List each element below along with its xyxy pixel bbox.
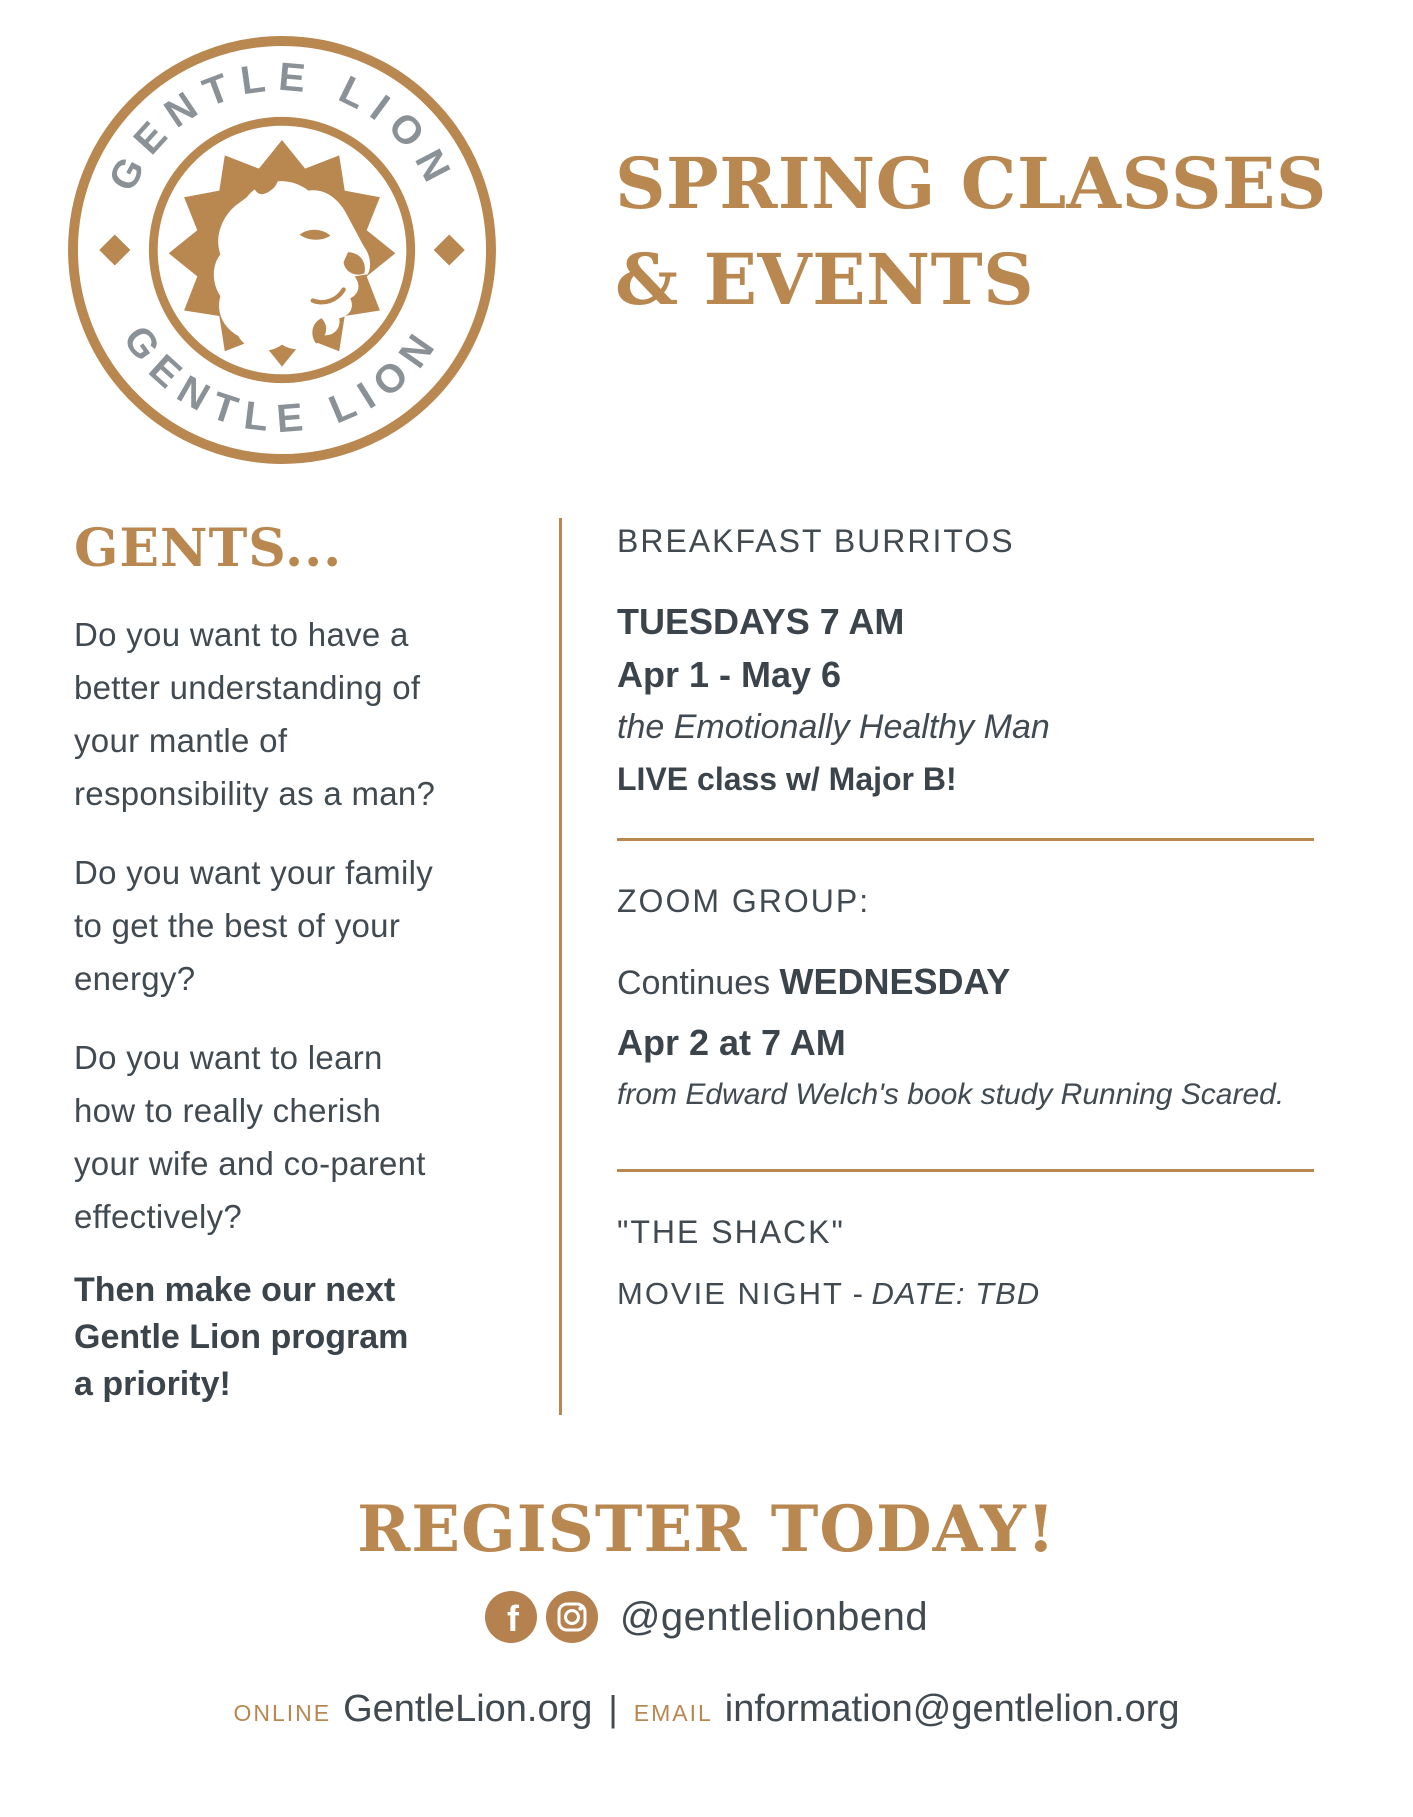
gents-heading: GENTS... bbox=[74, 518, 343, 579]
column-divider bbox=[559, 518, 562, 1415]
gentle-lion-logo bbox=[62, 30, 502, 470]
lion-head-icon bbox=[169, 140, 396, 367]
logo-arc-text-bottom: GENTLE LION bbox=[114, 317, 450, 442]
intro-paragraph-3-line: Do you want to learn bbox=[74, 1039, 383, 1076]
intro-paragraph-2-line: energy? bbox=[74, 960, 196, 997]
zoom-group-continues-day: WEDNESDAY bbox=[779, 961, 1011, 1002]
intro-paragraph-3-line: your wife and co-parent bbox=[74, 1145, 426, 1182]
section-rule bbox=[617, 838, 1314, 841]
page-title-line-2: & EVENTS bbox=[615, 238, 1035, 321]
breakfast-schedule-days: TUESDAYS 7 AM bbox=[617, 601, 905, 642]
intro-paragraph-1-line: better understanding of bbox=[74, 669, 421, 706]
online-label: ONLINE bbox=[233, 1700, 332, 1726]
page-title-line-1: SPRING CLASSES bbox=[615, 142, 1327, 225]
website-url: GentleLion.org bbox=[343, 1688, 593, 1730]
social-handle: @gentlelionbend bbox=[619, 1594, 929, 1639]
email-address: information@gentlelion.org bbox=[724, 1688, 1180, 1730]
facebook-icon bbox=[485, 1591, 537, 1643]
intro-paragraph-3 bbox=[74, 1031, 524, 1243]
social-row bbox=[0, 1591, 1413, 1643]
register-cta: REGISTER TODAY! bbox=[357, 1492, 1056, 1567]
instagram-icon bbox=[546, 1591, 598, 1643]
event-title-the-shack: "THE SHACK" bbox=[617, 1214, 845, 1250]
breakfast-schedule-dates: Apr 1 - May 6 bbox=[617, 654, 842, 695]
logo-arc-text-top: GENTLE LION bbox=[100, 54, 464, 198]
movie-night-date: DATE: TBD bbox=[871, 1276, 1041, 1311]
diamond-icon-right bbox=[434, 234, 465, 265]
diamond-icon-left bbox=[99, 234, 130, 265]
zoom-group-schedule: Apr 2 at 7 AM bbox=[617, 1022, 846, 1063]
zoom-group-continues-line bbox=[617, 955, 1362, 1016]
intro-paragraph-2-line: Do you want your family bbox=[74, 854, 434, 891]
movie-night-dash: - bbox=[852, 1276, 863, 1311]
intro-paragraph-1-line: Do you want to have a bbox=[74, 616, 409, 653]
event-title-zoom-group: ZOOM GROUP: bbox=[617, 883, 871, 919]
events-column bbox=[617, 521, 1362, 1314]
intro-column bbox=[74, 518, 524, 1408]
movie-night-line bbox=[617, 1274, 1362, 1314]
event-title-breakfast-burritos: BREAKFAST BURRITOS bbox=[617, 523, 1015, 559]
section-rule bbox=[617, 1169, 1314, 1172]
intro-paragraph-3-line: effectively? bbox=[74, 1198, 243, 1235]
intro-paragraph-1 bbox=[74, 608, 524, 820]
intro-paragraph-2-line: to get the best of your bbox=[74, 907, 401, 944]
breakfast-description-bold: LIVE class w/ Major B! bbox=[617, 761, 957, 797]
breakfast-description-italic: the Emotionally Healthy Man bbox=[617, 708, 1050, 746]
zoom-group-continues-prefix: Continues bbox=[617, 964, 780, 1002]
intro-paragraph-3-line: how to really cherish bbox=[74, 1092, 382, 1129]
movie-night-subtitle: MOVIE NIGHT bbox=[617, 1276, 844, 1311]
intro-paragraph-1-line: responsibility as a man? bbox=[74, 775, 436, 812]
contact-separator: | bbox=[608, 1688, 618, 1729]
intro-paragraph-1-line: your mantle of bbox=[74, 722, 288, 759]
intro-cta-line: Gentle Lion program bbox=[74, 1318, 409, 1356]
intro-cta-line: Then make our next bbox=[74, 1271, 396, 1309]
zoom-group-description: from Edward Welch's book study Running Scared. bbox=[617, 1078, 1285, 1111]
contact-line bbox=[0, 1686, 1413, 1740]
intro-paragraph-2 bbox=[74, 846, 524, 1005]
intro-cta-line: a priority! bbox=[74, 1365, 231, 1403]
facebook-glyph: f bbox=[506, 1598, 519, 1639]
page-title bbox=[615, 136, 1327, 328]
email-label: EMAIL bbox=[633, 1700, 713, 1726]
intro-cta bbox=[74, 1267, 524, 1408]
